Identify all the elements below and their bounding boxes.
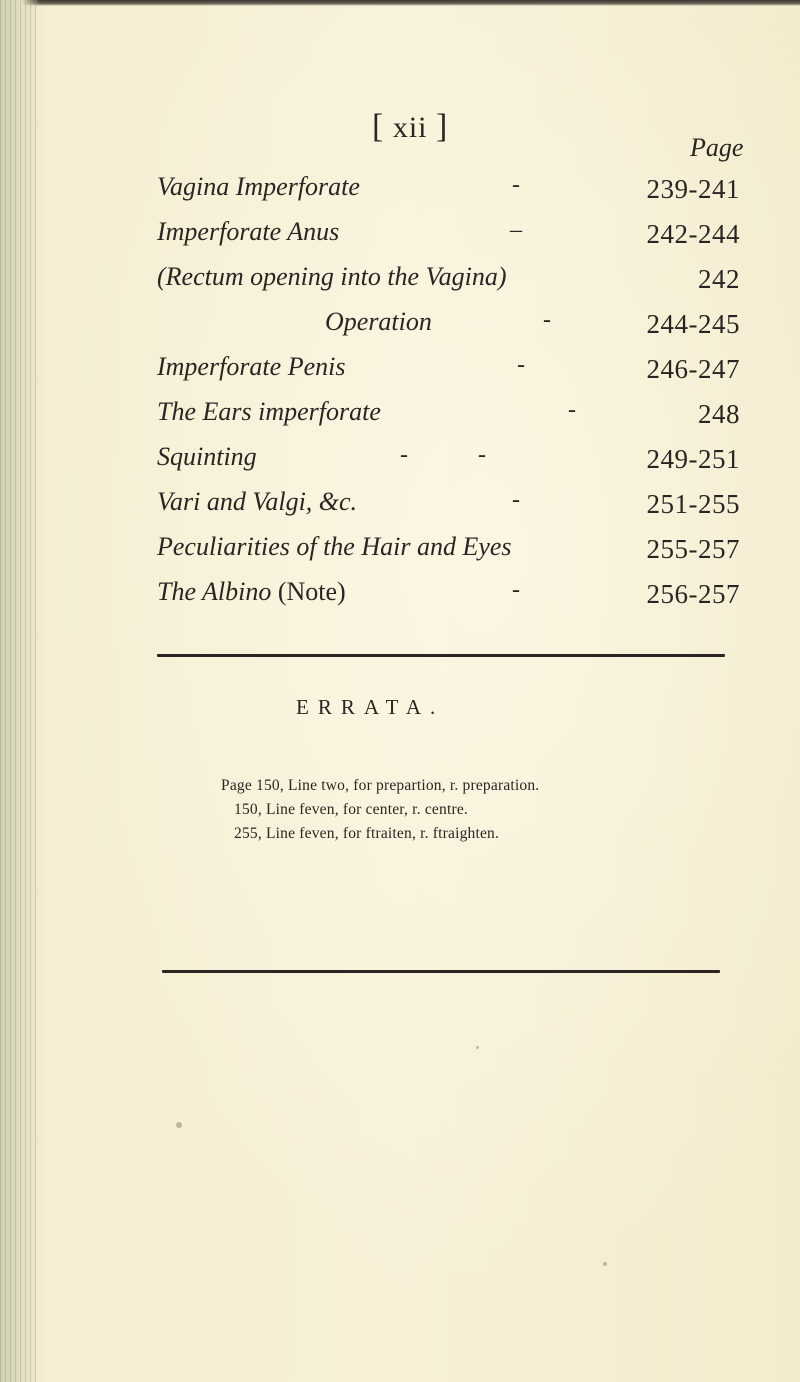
toc-entry-pages: 251-255 — [646, 489, 740, 519]
paper-speck — [603, 1262, 607, 1266]
toc-entry-title: Vari and Valgi, &c. — [157, 487, 358, 516]
toc-entry-pages: 255-257 — [646, 534, 740, 564]
toc-entry — [0, 397, 800, 433]
roman-page-number: xii — [392, 111, 428, 144]
toc-entry-pages: 242 — [698, 264, 740, 294]
toc-entry-pages: 242-244 — [646, 219, 740, 249]
toc-entry-title: Peculiarities of the Hair and Eyes — [157, 532, 512, 561]
paper-speck — [476, 1046, 479, 1049]
toc-entry-dash: - — [400, 442, 408, 468]
bracket-open: [ — [372, 108, 385, 145]
toc-entry-title: Squinting — [157, 442, 257, 471]
toc-entry-title: Imperforate Penis — [157, 352, 346, 381]
toc-entry — [0, 577, 800, 613]
toc-entry-dash: - — [512, 577, 520, 603]
paper-speck — [176, 1122, 182, 1128]
toc-entry-pages: 248 — [698, 399, 740, 429]
toc-entry-dash: - — [517, 352, 525, 378]
toc-entry — [0, 352, 800, 388]
toc-entry — [0, 217, 800, 253]
toc-entry-dash: - — [512, 487, 520, 513]
errata-line: 150, Line feven, for center, r. centre. — [234, 801, 468, 818]
divider-rule — [157, 654, 725, 657]
toc-entry-pages: 244-245 — [646, 309, 740, 339]
toc-entry — [0, 262, 800, 298]
page-top-edge — [0, 0, 800, 6]
toc-entry-pages: 249-251 — [646, 444, 740, 474]
divider-rule — [162, 970, 720, 973]
toc-entry-dash: - — [543, 307, 551, 333]
page-column-heading: Page — [690, 133, 744, 162]
toc-entry-dash: - — [478, 442, 486, 468]
toc-entry-pages: 256-257 — [646, 579, 740, 609]
toc-entry-pages: 246-247 — [646, 354, 740, 384]
toc-entry-title: Imperforate Anus — [157, 217, 340, 246]
toc-entry — [0, 532, 800, 568]
toc-entry-title-main: The Albino — [157, 577, 272, 606]
errata-line: Page 150, Line two, for prepartion, r. preparation. — [221, 777, 540, 794]
toc-entry — [0, 442, 800, 478]
toc-entry-dash: - — [568, 397, 576, 423]
toc-entry — [0, 172, 800, 208]
toc-entry-dash: - — [512, 172, 520, 198]
toc-entry-title — [157, 577, 346, 607]
page-number-header — [372, 108, 448, 146]
errata-line: 255, Line feven, for ftraiten, r. ftraighten. — [234, 825, 500, 842]
toc-entry-title: Operation — [325, 307, 432, 336]
toc-entry-pages: 239-241 — [646, 174, 740, 204]
toc-entry-title: The Ears imperforate — [157, 397, 381, 426]
toc-entry — [0, 307, 800, 343]
toc-entry-title: Vagina Imperforate — [157, 172, 360, 201]
errata-heading: ERRATA. — [296, 695, 445, 719]
toc-entry-title: (Rectum opening into the Vagina) — [157, 262, 507, 291]
toc-entry-dash: – — [510, 217, 522, 243]
toc-entry — [0, 487, 800, 523]
toc-entry-title-note: (Note) — [277, 577, 346, 606]
bracket-close: ] — [436, 108, 449, 145]
